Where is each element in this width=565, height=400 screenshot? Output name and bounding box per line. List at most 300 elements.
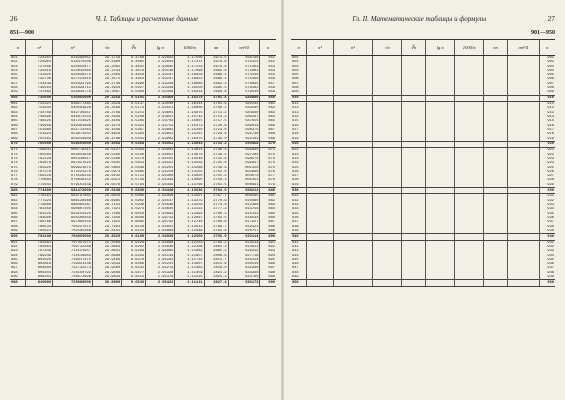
table-cell: 597204 — [228, 153, 260, 157]
table-cell: 9.5357 — [122, 128, 146, 132]
table-cell: 642735647 — [53, 111, 93, 115]
table-cell: 891 — [10, 240, 26, 245]
table-cell: 2698.6 — [204, 90, 228, 95]
table-cell: 29.8998 — [92, 254, 121, 258]
table-cell: 864 — [268, 115, 275, 120]
table-cell: 899 — [10, 275, 26, 280]
table-cell: 872 — [268, 152, 275, 157]
table-cell: 731025 — [26, 73, 53, 77]
table-row — [291, 280, 555, 286]
table-cell: 9.4805 — [122, 60, 146, 64]
table-cell: 665338617 — [53, 157, 93, 161]
table-cell: 2.94250 — [146, 170, 175, 174]
table-cell: 2.95036 — [146, 245, 175, 249]
table-cell: 2.94498 — [146, 194, 175, 199]
table-cell: 2.95085 — [146, 249, 175, 253]
table-cell: 924 — [291, 161, 307, 165]
table-cell: 889 — [268, 228, 275, 233]
table-cell: 857 — [268, 81, 275, 86]
table-cell: 946 — [291, 262, 307, 266]
table-cell: 29.9166 — [92, 258, 121, 262]
table-cell: 9.6477 — [122, 271, 146, 275]
table-cell: 2.95328 — [146, 271, 175, 275]
table-cell: 872 — [10, 153, 26, 157]
table-cell: 897 — [268, 266, 275, 271]
table-cell: 29.8161 — [92, 229, 121, 234]
table-cell: 570124 — [228, 60, 260, 64]
table-cell: 2730.0 — [204, 137, 228, 142]
table-cell: 2.93952 — [146, 141, 175, 147]
table-cell: 636173 — [228, 280, 260, 286]
table-cell: 918 — [291, 132, 307, 136]
table-cell: 29.7658 — [92, 216, 121, 220]
table-cell: 29.3939 — [92, 115, 121, 119]
table-cell: 770884 — [26, 178, 53, 182]
table-cell: 856 — [268, 77, 275, 82]
table-cell: 901 — [547, 56, 554, 60]
table-cell: 1.12740 — [175, 220, 204, 224]
table-cell: 2.94101 — [146, 157, 175, 161]
table-cell: 884 — [10, 207, 26, 211]
table-cell: 618470208 — [53, 60, 93, 64]
table-group — [10, 194, 276, 240]
table-cell: 920 — [291, 141, 307, 147]
table-cell: 568786 — [228, 56, 260, 61]
table-cell: 709732288 — [53, 245, 93, 249]
table-cell: 1.12108 — [175, 245, 204, 249]
table-cell: 622835864 — [53, 69, 93, 73]
right-range-label: 901—950 — [531, 30, 555, 36]
right-running-head — [291, 14, 555, 24]
right-page-number: 27 — [547, 14, 555, 23]
table-cell: 946 — [547, 262, 554, 267]
table-cell: 1.14943 — [175, 141, 204, 147]
table-cell: 890 — [260, 234, 276, 240]
table-cell: 2.95376 — [146, 275, 175, 280]
table-cell: 29.1719 — [92, 56, 121, 61]
table-cell: 1.13122 — [175, 207, 204, 211]
table-cell: 29.8329 — [92, 234, 121, 240]
table-cell: 736164 — [26, 86, 53, 90]
table-group — [291, 148, 555, 194]
table-cell: 875 — [268, 165, 275, 170]
table-cell: 907 — [547, 81, 554, 86]
table-cell: 2.94694 — [146, 212, 175, 216]
table-cell: 2714.3 — [204, 115, 228, 119]
table-cell: 931 — [291, 194, 307, 199]
table-cell: 29.5296 — [92, 153, 121, 157]
table-cell: 914 — [547, 115, 554, 120]
table-cell: 802816 — [26, 262, 53, 266]
table-cell: 9.4990 — [122, 82, 146, 86]
table-cell: 929 — [547, 182, 554, 187]
table-cell: 9.5101 — [122, 95, 146, 101]
table-cell: 948 — [547, 270, 554, 275]
table-cell: 879 — [10, 183, 26, 188]
table-cell: 810000 — [26, 280, 53, 286]
col-header: lg n — [146, 40, 175, 56]
table-cell: 919 — [291, 137, 307, 142]
col-header: √n — [373, 40, 402, 56]
table-cell: 942 — [547, 244, 554, 249]
table-cell: 631938 — [228, 266, 260, 270]
table-cell: 2.93450 — [146, 95, 175, 101]
table-cell: 9.6010 — [122, 212, 146, 216]
table-cell: 9.4768 — [122, 56, 146, 61]
table-cell: 1.11111 — [175, 280, 204, 286]
table-cell: 861 — [268, 102, 275, 107]
table-cell: 862 — [268, 106, 275, 111]
table-cell: 712121957 — [53, 249, 93, 253]
table-cell: 29.6142 — [92, 174, 121, 178]
table-cell: 616534 — [228, 216, 260, 220]
table-cell: 9.4916 — [122, 73, 146, 77]
table-cell: 909 — [547, 90, 554, 95]
right-page — [283, 0, 565, 400]
table-cell: 2796.0 — [204, 234, 228, 240]
table-cell: 947 — [291, 266, 307, 270]
table-cell: 2808.6 — [204, 254, 228, 258]
table-cell: 721734273 — [53, 266, 93, 270]
table-cell: 948 — [291, 271, 307, 275]
table-cell — [307, 280, 333, 286]
table-cell: 29.4618 — [92, 132, 121, 136]
table-cell: 2786.6 — [204, 220, 228, 224]
table-cell: 777924 — [26, 199, 53, 203]
table-cell: 897 — [10, 266, 26, 270]
table-cell: 29.3087 — [92, 90, 121, 95]
table-cell: 885 — [10, 212, 26, 216]
col-header: πn — [204, 40, 228, 56]
table-cell: 939 — [547, 228, 554, 233]
table-cell: 29.9333 — [92, 262, 121, 266]
table-cell: 2.94596 — [146, 203, 175, 207]
table-cell: 9.6334 — [122, 254, 146, 258]
table-group — [291, 194, 555, 240]
table-cell: 792100 — [26, 234, 53, 240]
table-cell: 681472000 — [53, 187, 93, 193]
table-cell: 2726.9 — [204, 132, 228, 136]
col-header: n² — [307, 40, 333, 56]
table-cell: 902 — [547, 60, 554, 65]
table-cell: 9.6262 — [122, 245, 146, 249]
table-cell: 29.5127 — [92, 148, 121, 153]
table-cell: 1.16414 — [175, 90, 204, 95]
table-cell: 900 — [10, 280, 26, 286]
table-cell: 2717.5 — [204, 119, 228, 123]
table-cell: 660776311 — [53, 148, 93, 153]
table-cell: 591738 — [228, 132, 260, 136]
table-cell: 697864103 — [53, 220, 93, 224]
table-cell: 598575 — [228, 157, 260, 161]
table-cell: 622114 — [228, 234, 260, 240]
table-cell: 908 — [547, 86, 554, 91]
table-cell: 941 — [291, 240, 307, 245]
table-cell: 29.7993 — [92, 225, 121, 229]
table-cell: 901 — [291, 56, 307, 61]
table-group — [291, 240, 555, 286]
table-cell: 575490 — [228, 77, 260, 81]
table-cell: 9.6226 — [122, 240, 146, 245]
table-cell: 928 — [547, 178, 554, 183]
table-cell: 9.4842 — [122, 65, 146, 69]
table-cell: 29.7825 — [92, 220, 121, 224]
table-cell: 2.93044 — [146, 60, 175, 64]
table-cell: 9.5649 — [122, 166, 146, 170]
table-cell: 2767.7 — [204, 194, 228, 199]
table-cell: 1.14679 — [175, 153, 204, 157]
table-cell: 2736.3 — [204, 148, 228, 153]
col-header: 1000/n — [175, 40, 204, 56]
table-cell: 937 — [547, 220, 554, 225]
table-cell: 866 — [268, 123, 275, 128]
table-cell: 886 — [10, 216, 26, 220]
table-cell: 734449 — [26, 82, 53, 86]
table-cell: 858 — [268, 86, 275, 91]
table-cell: 656234909 — [53, 137, 93, 142]
right-table — [291, 40, 555, 287]
table-cell: 786769 — [26, 220, 53, 224]
table-cell: 1.12360 — [175, 234, 204, 240]
table-cell: 571463 — [228, 65, 260, 69]
col-header: ∛n — [402, 40, 426, 56]
table-cell: 755161 — [26, 137, 53, 142]
table-cell: 1.16144 — [175, 102, 204, 107]
table-cell: 679151439 — [53, 183, 93, 188]
table-cell: 599947 — [228, 161, 260, 165]
table-cell: 1.17371 — [175, 60, 204, 64]
table-cell: 877 — [268, 174, 275, 179]
table-cell: 9.5576 — [122, 157, 146, 161]
table-cell: 1.14286 — [175, 166, 204, 170]
table-cell: 9.6370 — [122, 258, 146, 262]
table-cell: 9.5431 — [122, 137, 146, 142]
table-cell: 2.93399 — [146, 90, 175, 95]
table-cell: 29.6816 — [92, 194, 121, 199]
table-cell: 904 — [291, 69, 307, 73]
table-cell: 889 — [10, 229, 26, 234]
table-cell: 625026375 — [53, 73, 93, 77]
table-cell: 929 — [291, 183, 307, 188]
table-cell: 29.6311 — [92, 178, 121, 182]
table-cell: 2.93902 — [146, 137, 175, 142]
table-cell: 2.93197 — [146, 73, 175, 77]
left-page — [0, 0, 282, 400]
table-cell: 724150792 — [53, 271, 93, 275]
table-cell: 943 — [291, 249, 307, 253]
col-header: √n — [92, 40, 121, 56]
table-cell: 9.5830 — [122, 187, 146, 193]
table-cell: 29.7153 — [92, 203, 121, 207]
table-cell: 9.6513 — [122, 275, 146, 280]
table-cell: 2780.3 — [204, 212, 228, 216]
table-cell: 923 — [547, 156, 554, 161]
table-cell: 725904 — [26, 60, 53, 64]
table-cell: 2.95279 — [146, 266, 175, 270]
table-cell: 765625 — [26, 166, 53, 170]
table-cell: 867 — [10, 128, 26, 132]
table-cell: 915 — [291, 119, 307, 123]
table-cell: 620717 — [228, 229, 260, 234]
table-cell: 601320 — [228, 166, 260, 170]
table-cell: 876 — [10, 170, 26, 174]
table-cell: 1.17233 — [175, 65, 204, 69]
table-cell: 634760 — [228, 275, 260, 280]
table-cell: 934 — [547, 207, 554, 212]
table-cell: 2824.3 — [204, 275, 228, 280]
table-cell: 746496 — [26, 115, 53, 119]
table-cell: 638277381 — [53, 102, 93, 107]
table-cell: 2.93349 — [146, 86, 175, 90]
table-cell: 658503000 — [53, 141, 93, 147]
table-cell: 2758.3 — [204, 178, 228, 182]
table-cell: 925 — [291, 166, 307, 170]
table-cell: 29.1890 — [92, 60, 121, 64]
table-cell: 29.9833 — [92, 275, 121, 280]
table-cell: 743044 — [26, 106, 53, 110]
table-cell: 899 — [268, 275, 275, 279]
table-cell: 9.5721 — [122, 174, 146, 178]
table-cell: 629124 — [228, 258, 260, 262]
table-cell: 911 — [547, 102, 554, 107]
table-cell: 2689.2 — [204, 77, 228, 81]
table-cell: 612366 — [228, 203, 260, 207]
table-cell: 2676.6 — [204, 60, 228, 64]
table-cell: 9.5938 — [122, 203, 146, 207]
table-cell: 874 — [10, 161, 26, 165]
table-cell: 29.9500 — [92, 266, 121, 270]
table-cell: 29.2233 — [92, 69, 121, 73]
table-cell — [373, 280, 402, 286]
table-cell: 584940 — [228, 111, 260, 115]
table-cell: 932 — [291, 199, 307, 203]
table-cell: 2.95182 — [146, 258, 175, 262]
table-cell: 877 — [10, 174, 26, 178]
table-cell: 9.5468 — [122, 141, 146, 147]
table-cell: 9.5974 — [122, 207, 146, 211]
table-cell: 896 — [10, 262, 26, 266]
table-cell: 905 — [547, 73, 554, 78]
table-cell: 9.5540 — [122, 153, 146, 157]
table-cell: 29.3769 — [92, 111, 121, 115]
table-cell: 29.5804 — [92, 166, 121, 170]
table-cell: 590375 — [228, 128, 260, 132]
col-header: ∛n — [122, 40, 146, 56]
table-cell: 9.5284 — [122, 119, 146, 123]
table-cell: 640503928 — [53, 106, 93, 110]
table-cell: 776161 — [26, 194, 53, 199]
table-cell: 905 — [291, 73, 307, 77]
table-cell: 2799.2 — [204, 240, 228, 245]
table-cell: 900 — [260, 280, 276, 286]
table-cell: 29.3258 — [92, 95, 121, 101]
table-cell: 858 — [10, 86, 26, 90]
table-cell: 873 — [10, 157, 26, 161]
table-group — [10, 148, 276, 194]
table-cell: 1.15875 — [175, 111, 204, 115]
table-cell: 793881 — [26, 240, 53, 245]
table-cell: 2695.5 — [204, 86, 228, 90]
table-cell: 2764.6 — [204, 187, 228, 193]
table-cell: 2.93752 — [146, 124, 175, 128]
table-cell: 888 — [268, 224, 275, 229]
table-cell: 2.92993 — [146, 56, 175, 61]
table-cell: 806404 — [26, 271, 53, 275]
table-cell: 586297 — [228, 115, 260, 119]
table-cell: 931 — [547, 194, 554, 199]
table-cell: 926 — [291, 170, 307, 174]
left-running-head — [10, 14, 276, 24]
table-cell: 926 — [547, 169, 554, 174]
table-cell: 911 — [291, 102, 307, 107]
table-cell: 919 — [547, 136, 554, 141]
table-cell: 9.5758 — [122, 178, 146, 182]
table-cell: 29.5466 — [92, 157, 121, 161]
table-cell: 9.5902 — [122, 199, 146, 203]
table-cell: 578182 — [228, 86, 260, 90]
table-cell: 868 — [268, 132, 275, 137]
table-cell: 873 — [268, 156, 275, 161]
table-cell: 941 — [547, 240, 554, 245]
table-cell: 767376 — [26, 170, 53, 174]
table-cell: 916 — [291, 124, 307, 128]
table-cell: 29.2575 — [92, 77, 121, 81]
table-cell: 930 — [539, 187, 555, 193]
table-cell: 1.16959 — [175, 73, 204, 77]
table-cell: 852 — [10, 60, 26, 64]
table-cell: 2.95424 — [146, 280, 175, 286]
table-cell: 868 — [10, 132, 26, 136]
table-cell: 855 — [268, 73, 275, 78]
table-cell: 9.6549 — [122, 280, 146, 286]
col-header: n — [539, 40, 555, 56]
table-cell: 688465387 — [53, 203, 93, 207]
table-cell: 576835 — [228, 82, 260, 86]
table-cell: 2.94052 — [146, 153, 175, 157]
table-cell: 1.15340 — [175, 128, 204, 132]
table-cell: 781456 — [26, 207, 53, 211]
table-cell: 936 — [291, 216, 307, 220]
table-cell: 2748.9 — [204, 166, 228, 170]
table-cell: 2792.9 — [204, 229, 228, 234]
table-cell: 881 — [10, 194, 26, 199]
table-cell: 2.94939 — [146, 234, 175, 240]
table-cell: 863 — [268, 110, 275, 115]
table-cell: 2827.4 — [204, 280, 228, 286]
table-cell: 719323136 — [53, 262, 93, 266]
table-cell: 716917375 — [53, 258, 93, 262]
table-cell: 861 — [10, 102, 26, 107]
table-cell: 864 — [10, 115, 26, 119]
table-cell: 854 — [268, 68, 275, 73]
table-cell: 29.8664 — [92, 245, 121, 249]
table-cell: 1.15473 — [175, 124, 204, 128]
table-cell: 910 — [291, 95, 307, 101]
table-cell: 9.6442 — [122, 266, 146, 270]
table-cell: 2755.2 — [204, 174, 228, 178]
table-cell: 1.11483 — [175, 266, 204, 270]
table-cell: 912 — [547, 106, 554, 111]
table-cell: 933 — [547, 203, 554, 208]
table-cell: 880 — [10, 187, 26, 193]
table-cell: 913 — [547, 110, 554, 115]
table-cell: 9.5174 — [122, 106, 146, 110]
table-cell: 865 — [10, 119, 26, 123]
table-cell: 1.14416 — [175, 161, 204, 165]
table-cell: 683797841 — [53, 194, 93, 199]
table-cell: 9.6406 — [122, 262, 146, 266]
table-cell: 938 — [547, 224, 554, 229]
